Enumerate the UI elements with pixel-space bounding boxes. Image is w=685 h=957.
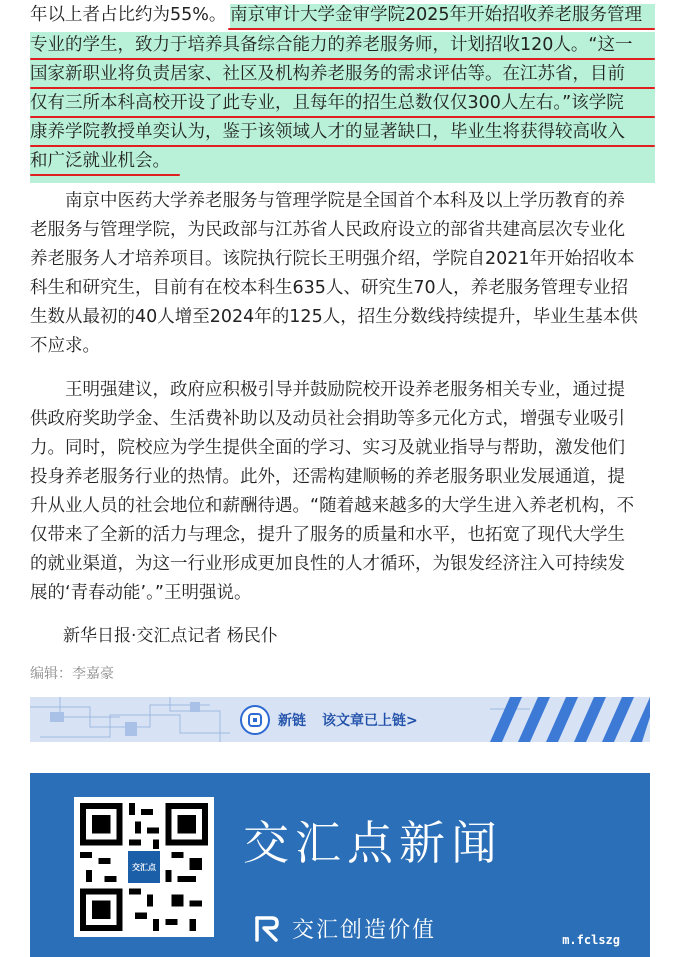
promo-slogan: 交汇创造价值 xyxy=(292,918,437,943)
blockchain-link[interactable] xyxy=(240,697,490,742)
promo-slogan-row xyxy=(252,913,436,944)
chain-brand: 新链 xyxy=(278,712,306,729)
annotation-underline xyxy=(228,28,655,30)
editor-credit: 编辑：李嘉豪 xyxy=(30,666,114,682)
watermark: m.fclszg xyxy=(562,933,620,947)
qr-code[interactable] xyxy=(74,797,214,937)
article-line: 仅带来了全新的活力与理念，提升了服务的质量和水平，也拓宽了现代大学生 xyxy=(30,525,625,545)
article-line: 和广泛就业机会。 xyxy=(30,151,170,171)
article-line: 科生和研究生，目前有在校本科生635人、研究生70人，养老服务管理专业招 xyxy=(30,278,629,298)
chain-link-text[interactable]: 该文章已上链> xyxy=(322,712,418,729)
stripe-decoration xyxy=(480,697,650,742)
article-line: 的就业渠道，为这一行业形成更加良性的人才循环，为银发经济注入可持续发 xyxy=(30,554,625,574)
article-line: 养老服务人才培养项目。该院执行院长王明强介绍，学院自2021年开始招收本 xyxy=(30,249,635,269)
brand-logo-icon xyxy=(252,914,282,944)
annotation-underline xyxy=(30,87,655,89)
article-line: 南京中医药大学养老服务与管理学院是全国首个本科及以上学历教育的养 xyxy=(65,191,625,211)
article-line: 专业的学生，致力于培养具备综合能力的养老服务师，计划招收120人。“这一 xyxy=(30,35,633,55)
article-line: 力。同时，院校应为学生提供全面的学习、实习及就业指导与帮助，激发他们 xyxy=(30,438,625,458)
byline: 新华日报·交汇点记者 杨民仆 xyxy=(63,626,278,646)
chain-logo-icon xyxy=(240,705,270,735)
article-line: 展的‘青春动能’。”王明强说。 xyxy=(30,583,252,603)
article-line: 国家新职业将负责居家、社区及机构养老服务的需求评估等。在江苏省，目前 xyxy=(30,64,625,84)
annotation-underline xyxy=(30,116,655,118)
article-line: 升从业人员的社会地位和薪酬待遇。“随着越来越多的大学生进入养老机构，不 xyxy=(30,496,635,516)
promo-title: 交汇点新闻 xyxy=(243,816,503,870)
article-line: 投身养老服务行业的热情。此外，还需构建顺畅的养老服务职业发展通道，提 xyxy=(30,467,625,487)
qr-center-badge: 交汇点 xyxy=(126,849,162,885)
annotation-underline xyxy=(30,145,655,147)
article-line: 王明强建议，政府应积极引导并鼓励院校开设养老服务相关专业，通过提 xyxy=(65,380,625,400)
article-line: 供政府奖助学金、生活费补助以及动员社会捐助等多元化方式，增强专业吸引 xyxy=(30,409,625,429)
annotation-underline xyxy=(30,174,180,176)
article-line: 康养学院教授单奕认为，鉴于该领域人才的显著缺口，毕业生将获得较高收入 xyxy=(30,122,625,142)
article-line: 仅有三所本科高校开设了此专业，且每年的招生总数仅仅300人左右。”该学院 xyxy=(30,93,624,113)
article-line: 老服务与管理学院，为民政部与江苏省人民政府设立的部省共建高层次专业化 xyxy=(30,220,625,240)
article-line: 年以上者占比约为55%。 xyxy=(30,5,227,25)
annotation-underline xyxy=(30,58,655,60)
app-promo-banner[interactable] xyxy=(30,773,650,957)
article-line: 不应求。 xyxy=(30,336,100,356)
article-line: 南京审计大学金审学院2025年开始招收养老服务管理 xyxy=(230,5,643,25)
article-line: 生数从最初的40人增至2024年的125人，招生分数线持续提升，毕业生基本供 xyxy=(30,307,638,327)
blockchain-banner[interactable] xyxy=(30,697,650,742)
